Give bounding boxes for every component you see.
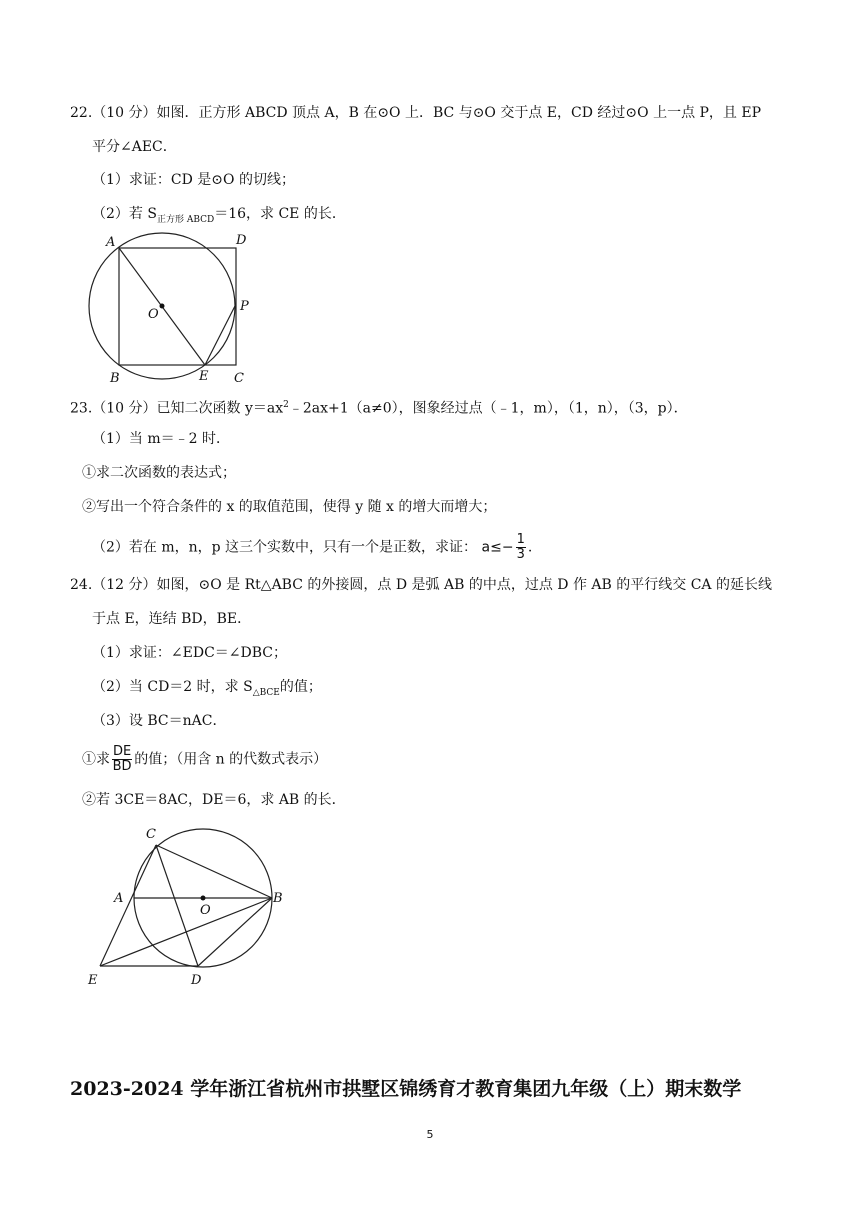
- q24-segment-ce: [100, 845, 156, 966]
- q23-fraction: [516, 533, 526, 562]
- q24-label-a: A: [114, 891, 124, 906]
- q22-label-d: D: [236, 233, 247, 248]
- q24-label-d: D: [191, 973, 202, 988]
- q24-sub1-prefix: ①求: [82, 751, 110, 768]
- q22-label-a: A: [106, 235, 116, 250]
- q22-part2: [92, 204, 346, 230]
- q22-part1: （1）求证：CD 是⊙O 的切线；: [92, 172, 295, 188]
- q23-stem-prefix: 23.（10 分）已知二次函数 y＝ax: [70, 400, 284, 417]
- q24-center-dot: [201, 896, 206, 901]
- q24-part2-prefix: （2）当 CD＝2 时，求 S: [92, 679, 253, 695]
- q24-figure: [80, 822, 310, 992]
- q22-label-c: C: [234, 371, 244, 386]
- q22-part2-prefix: （2）若 S: [92, 206, 157, 222]
- q22-label-p: P: [240, 299, 249, 314]
- q22-figure: [80, 228, 260, 388]
- q23-exponent: 2: [283, 400, 289, 410]
- q24-part2-subscript: △BCE: [252, 687, 280, 698]
- q24-stem-line2: 于点 E，连结 BD，BE．: [92, 611, 252, 627]
- q22-part2-suffix: ＝16，求 CE 的长．: [214, 206, 346, 222]
- q24-part2-suffix: 的值；: [279, 679, 322, 695]
- q23-sub2: ②写出一个符合条件的 x 的取值范围，使得 y 随 x 的增大而增大；: [82, 499, 497, 515]
- q23-stem-suffix: ﹣2ax+1（a≠0），图象经过点（﹣1，m），（1，n），（3，p）．: [288, 400, 688, 417]
- q23-sub1: ①求二次函数的表达式；: [82, 465, 236, 481]
- q24-segment-cd: [156, 845, 198, 966]
- q24-fraction: [112, 745, 132, 774]
- q22-stem-line1: 22.（10 分）如图．正方形 ABCD 顶点 A，B 在⊙O 上．BC 与⊙O 交于点 E，CD 经过⊙O 上一点 P，且 EP: [70, 105, 762, 121]
- q24-frac-num: DE: [113, 744, 132, 759]
- q23-part2: [92, 533, 532, 562]
- q24-sub1: [82, 745, 327, 774]
- page-number: 5: [426, 1128, 434, 1141]
- q24-label-c: C: [146, 827, 156, 842]
- document-title: 2023-2024 学年浙江省杭州市拱墅区锦绣育才教育集团九年级（上）期末数学: [70, 1078, 742, 1100]
- q23-part2-end: .: [527, 539, 533, 556]
- q23-stem: [70, 395, 688, 419]
- q24-part2: [92, 677, 322, 703]
- q23-part2-text: （2）若在 m，n，p 这三个实数中，只有一个是正数，求证：: [92, 539, 478, 556]
- q24-label-o: O: [200, 903, 211, 918]
- q22-center-dot: [160, 304, 165, 309]
- q24-part1: （1）求证：∠EDC＝∠DBC；: [92, 645, 288, 661]
- q23-part1: （1）当 m＝﹣2 时．: [92, 431, 230, 447]
- q24-label-b: B: [273, 891, 283, 906]
- q22-label-e: E: [199, 369, 209, 384]
- q24-frac-den: BD: [112, 759, 132, 774]
- q23-frac-den: 3: [516, 547, 525, 562]
- q24-label-e: E: [88, 973, 98, 988]
- q23-inequality: a≤−: [481, 539, 514, 556]
- q22-label-o: O: [148, 307, 159, 322]
- q24-segment-eb: [100, 898, 272, 966]
- q22-stem-line2: 平分∠AEC．: [92, 139, 177, 155]
- q23-frac-num: 1: [516, 532, 525, 547]
- q22-square: [119, 248, 236, 365]
- q22-part2-subscript: 正方形 ABCD: [156, 214, 215, 225]
- q24-part3: （3）设 BC＝nAC．: [92, 713, 227, 729]
- q24-sub1-suffix: 的值；（用含 n 的代数式表示）: [134, 751, 328, 768]
- q24-sub2: ②若 3CE＝8AC，DE＝6，求 AB 的长．: [82, 792, 346, 808]
- q24-stem-line1: 24.（12 分）如图，⊙O 是 Rt△ABC 的外接圆，点 D 是弧 AB 的中点，过点 D 作 AB 的平行线交 CA 的延长线: [70, 577, 772, 593]
- q22-label-b: B: [110, 371, 120, 386]
- q22-segment-ep: [205, 304, 236, 365]
